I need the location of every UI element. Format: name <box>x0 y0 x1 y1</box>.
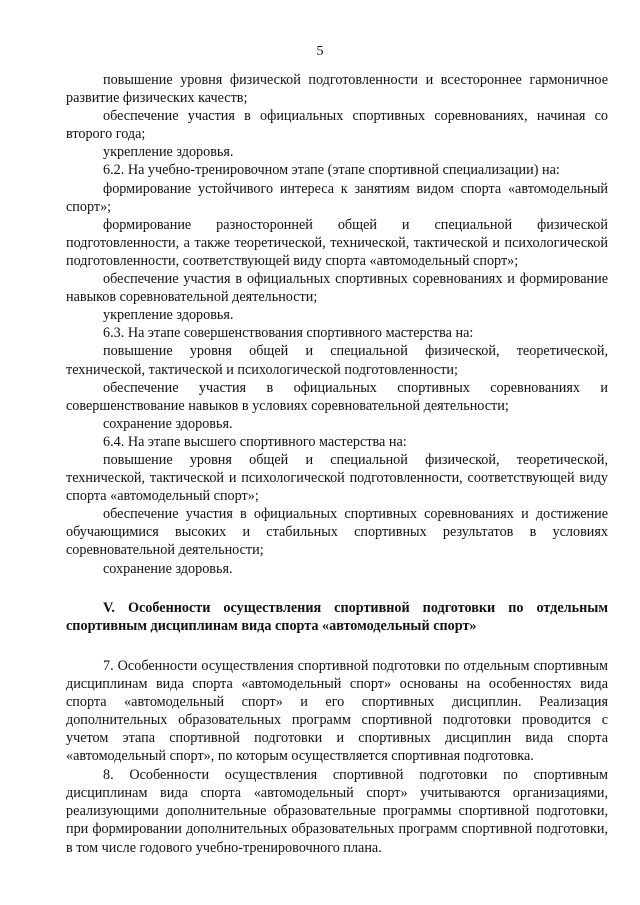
document-body <box>66 71 608 857</box>
paragraph: укрепление здоровья. <box>103 307 234 324</box>
paragraph: обеспечение участия в официальных спортивных соревнованиях и формирование навыков соревновательной деятельности; <box>66 271 608 306</box>
paragraph: формирование устойчивого интереса к занятиям видом спорта «автомодельный спорт»; <box>66 180 608 215</box>
paragraph: сохранение здоровья. <box>103 415 233 432</box>
paragraph: повышение уровня общей и специальной физической, теоретической, технической, тактической и психологической подготовленности, соответствующей виду спорта «автомодельный спорт»; <box>66 451 608 505</box>
paragraph: 6.2. На учебно-тренировочном этапе (этапе спортивной специализации) на: <box>103 162 560 179</box>
paragraph: повышение уровня физической подготовленности и всестороннее гармоничное развитие физических качеств; <box>66 72 608 107</box>
paragraph: 7. Особенности осуществления спортивной подготовки по отдельным спортивным дисциплинам вида спорта «автомодельный спорт» основаны на особенностях вида спорта «автомодельный спорт» и его спортивных дисциплин. Реализация дополнительных образовательных программ спортивной подготовки проводится с учетом этапа спортивной подготовки и спортивных дисциплин вида спорта «автомодельный спорт», по которым осуществляется спортивная подготовка. <box>66 657 608 765</box>
paragraph: 6.3. На этапе совершенствования спортивного мастерства на: <box>103 325 474 342</box>
page-number: 5 <box>316 44 324 59</box>
paragraph: формирование разносторонней общей и специальной физической подготовленности, а также теоретической, технической, тактической и психологической подготовленности, соответствующей виду спорта «автомодельный спорт»; <box>66 216 608 269</box>
section-heading: V. Особенности осуществления спортивной подготовки по отдельным спортивным дисциплинам вида спорта «автомодельный спорт» <box>66 599 608 635</box>
paragraph: 6.4. На этапе высшего спортивного мастерства на: <box>103 433 407 450</box>
paragraph: обеспечение участия в официальных спортивных соревнованиях и достижение обучающимися высоких и стабильных спортивных результатов в условиях соревновательной деятельности; <box>66 506 608 559</box>
paragraph: повышение уровня общей и специальной физической, теоретической, технической, тактической и психологической подготовленности; <box>66 343 608 378</box>
paragraph: обеспечение участия в официальных спортивных соревнованиях и совершенствование навыков в условиях соревновательной деятельности; <box>66 379 608 414</box>
paragraph: укрепление здоровья. <box>103 144 234 161</box>
paragraph: 8. Особенности осуществления спортивной подготовки по спортивным дисциплинам вида спорта «автомодельный спорт» учитываются организациями, реализующими дополнительные образовательные программы спортивной подготовки, при формировании дополнительных образовательных программ спортивной подготовки, в том числе годового учебно-тренировочного плана. <box>66 767 608 856</box>
paragraph: сохранение здоровья. <box>103 560 233 577</box>
paragraph: обеспечение участия в официальных спортивных соревнованиях, начиная со второго года; <box>66 108 608 143</box>
